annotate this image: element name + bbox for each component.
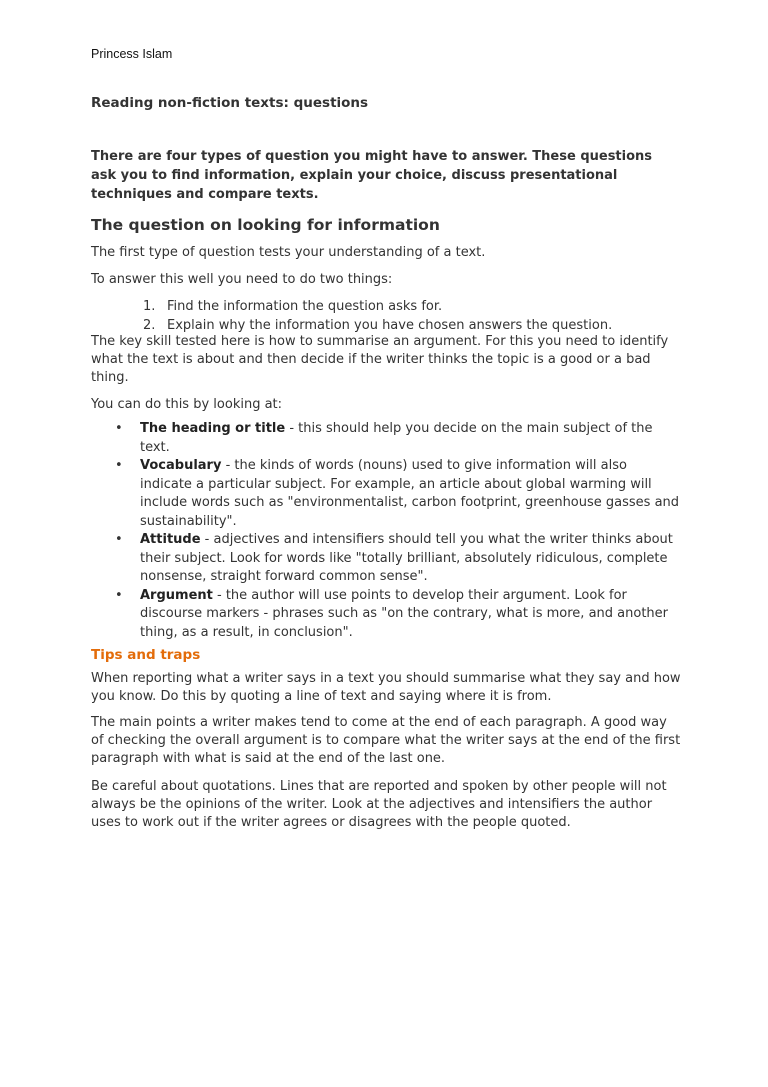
bullet-icon: • [115,458,123,473]
bullet-term: Attitude [140,532,201,547]
tips-heading: Tips and traps [91,647,201,663]
author-name: Princess Islam [91,47,173,61]
bullet-term: The heading or title [140,421,286,436]
section-paragraph-4: You can do this by looking at: [91,397,283,412]
bullet-text: - adjectives and intensifiers should tell you what the writer thinks about their subject. Look for words like "totally brilliant, absolutely ridiculous, complete nonsense, straight forward common sense". [140,532,673,584]
bullet-icon: • [115,587,123,603]
steps-list [143,297,612,335]
bullet-text: - the kinds of words (nouns) used to give information will also indicate a particular subject. For example, an article about global warming will include words such as "environmentalist, carbon footprint, greenhouse gasses and sustainability". [140,458,680,529]
intro-paragraph: There are four types of question you might have to answer. These questions ask you to find information, explain your choice, discuss presentational techniques and compare texts. [91,149,653,202]
bullet-text: - this should help you decide on the main subject of the text. [140,421,653,455]
bullet-icon: • [115,421,123,436]
list-item [143,297,612,316]
step-number: 2. [143,318,156,333]
bullet-term: Argument [140,587,213,603]
bullet-list [91,420,681,642]
list-item [91,587,681,643]
section-paragraph-1: The first type of question tests your understanding of a text. [91,245,486,260]
list-item [91,420,681,457]
tips-paragraph-3: Be careful about quotations. Lines that are reported and spoken by other people will not always be the opinions of the writer. Look at the adjectives and intensifiers the author uses to work out if the writer agrees or disagrees with the people quoted. [91,779,667,830]
section-heading: The question on looking for information [91,216,440,234]
bullet-term: Vocabulary [140,458,222,473]
tips-paragraph-1: When reporting what a writer says in a text you should summarise what they say and how you know. Do this by quoting a line of text and saying where it is from. [91,671,681,704]
section-paragraph-2: To answer this well you need to do two things: [91,272,393,287]
step-text: Find the information the question asks for. [167,299,443,314]
section-paragraph-3: The key skill tested here is how to summarise an argument. For this you need to identify what the text is about and then decide if the writer thinks the topic is a good or a bad thing. [91,334,669,385]
bullet-text: - the author will use points to develop their argument. Look for discourse markers - phrases such as "on the contrary, what is more, and another thing, as a result, in conclusion". [140,587,668,640]
step-text: Explain why the information you have chosen answers the question. [167,318,613,333]
list-item [91,457,681,531]
document-title: Reading non-fiction texts: questions [91,95,369,111]
list-item [91,531,681,587]
step-number: 1. [143,299,156,314]
bullet-icon: • [115,532,123,547]
tips-paragraph-2: The main points a writer makes tend to come at the end of each paragraph. A good way of checking the overall argument is to compare what the writer says at the end of the first paragraph with what is said at the end of the last one. [91,715,681,766]
